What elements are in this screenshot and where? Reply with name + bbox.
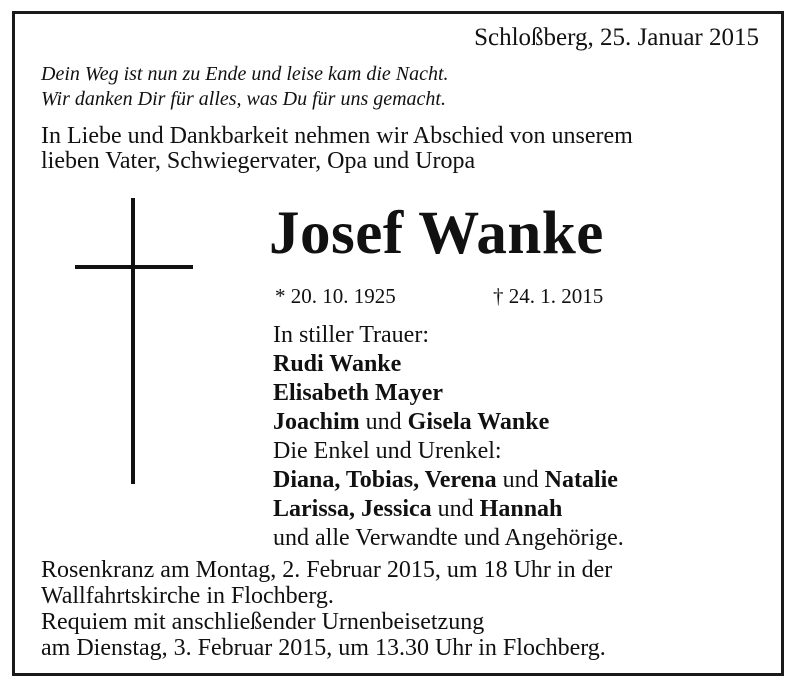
intro-text xyxy=(41,124,771,174)
deceased-name: Josef Wanke xyxy=(269,200,604,267)
mourner: Elisabeth Mayer xyxy=(273,380,443,406)
cross-vertical-bar xyxy=(131,198,135,484)
grandchildren-line xyxy=(273,466,624,495)
obituary-notice xyxy=(12,11,784,676)
service-line: Requiem mit anschließender Urnenbeisetzung xyxy=(41,609,485,635)
mourners-list xyxy=(273,321,624,553)
death-date: † 24. 1. 2015 xyxy=(493,284,604,308)
cross-horizontal-bar xyxy=(75,265,193,269)
mourners-closing: und alle Verwandte und Angehörige. xyxy=(273,525,624,551)
mourners-heading: In stiller Trauer: xyxy=(273,322,429,348)
grandchildren-names: Larissa, Jessica xyxy=(273,496,432,522)
service-line: am Dienstag, 3. Februar 2015, um 13.30 Uhr in Flochberg. xyxy=(41,635,606,661)
service-line: Rosenkranz am Montag, 2. Februar 2015, um 18 Uhr in der xyxy=(41,557,613,583)
poem-line: Wir danken Dir für alles, was Du für uns gemacht. xyxy=(41,88,446,110)
conjunction: und xyxy=(496,467,545,493)
mourner: Gisela Wanke xyxy=(407,409,550,435)
service-line: Wallfahrtskirche in Flochberg. xyxy=(41,583,334,609)
grandchild-name: Natalie xyxy=(544,467,618,493)
mourner-couple xyxy=(273,408,624,437)
cross-icon xyxy=(75,198,205,488)
mourner: Rudi Wanke xyxy=(273,351,402,377)
conjunction: und xyxy=(359,409,408,435)
grandchildren-heading: Die Enkel und Urenkel: xyxy=(273,438,502,464)
poem xyxy=(41,62,449,112)
grandchildren-line xyxy=(273,495,624,524)
intro-line: lieben Vater, Schwiegervater, Opa und Uropa xyxy=(41,148,476,174)
place-date: Schloßberg, 25. Januar 2015 xyxy=(474,24,759,51)
life-dates xyxy=(275,284,604,309)
mourner: Joachim xyxy=(273,409,360,435)
grandchild-name: Hannah xyxy=(479,496,563,522)
intro-line: In Liebe und Dankbarkeit nehmen wir Abschied von unserem xyxy=(41,123,633,149)
service-info xyxy=(41,557,612,661)
grandchildren-names: Diana, Tobias, Verena xyxy=(273,467,497,493)
conjunction: und xyxy=(431,496,480,522)
poem-line: Dein Weg ist nun zu Ende und leise kam die Nacht. xyxy=(41,63,449,85)
birth-date: * 20. 10. 1925 xyxy=(275,284,396,308)
